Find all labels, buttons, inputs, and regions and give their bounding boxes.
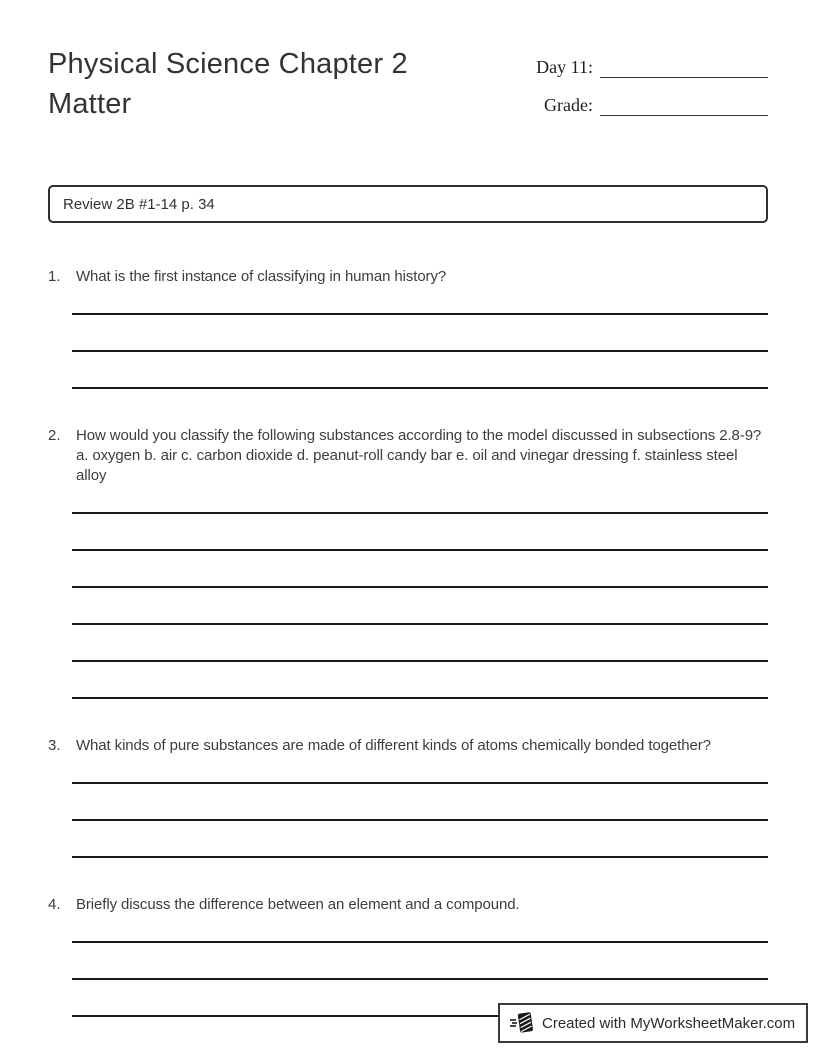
day-blank-line[interactable] <box>600 57 768 78</box>
question-1 <box>48 267 768 389</box>
header <box>48 44 768 132</box>
day-label: Day 11: <box>536 57 593 77</box>
grade-label: Grade: <box>544 95 593 115</box>
question-1-text: What is the first instance of classifying in human history? <box>76 268 447 285</box>
answer-line[interactable] <box>72 943 768 980</box>
question-3-body <box>76 736 768 858</box>
assignment-title-box <box>48 185 768 223</box>
question-2-answer-lines <box>72 486 768 699</box>
answer-line[interactable] <box>72 287 768 315</box>
answer-line[interactable] <box>72 915 768 943</box>
question-4-text: Briefly discuss the difference between an element and a compound. <box>76 896 520 913</box>
answer-line[interactable] <box>72 486 768 514</box>
attribution-badge[interactable] <box>498 1003 808 1043</box>
question-4-number: 4. <box>48 896 61 913</box>
question-2-number: 2. <box>48 427 61 444</box>
answer-line[interactable] <box>72 784 768 821</box>
question-1-answer-lines <box>72 287 768 389</box>
question-3-number: 3. <box>48 737 61 754</box>
question-4-answer-lines <box>72 915 768 1017</box>
question-2-text: How would you classify the following substances according to the model discussed in subsections 2.8-9? a. oxygen b. air c. carbon dioxide d. peanut-roll candy bar e. oil and vinegar dressing f. stainless steel alloy <box>76 427 762 484</box>
header-fields <box>536 56 768 132</box>
answer-line[interactable] <box>72 625 768 662</box>
question-3 <box>48 736 768 858</box>
page-title: Physical Science Chapter 2 Matter <box>48 48 408 120</box>
assignment-title: Review 2B #1-14 p. 34 <box>63 195 215 213</box>
question-3-text: What kinds of pure substances are made of different kinds of atoms chemically bonded together? <box>76 737 711 754</box>
answer-line[interactable] <box>72 315 768 352</box>
question-1-body <box>76 267 768 389</box>
question-2-body <box>76 426 768 699</box>
answer-line[interactable] <box>72 352 768 389</box>
day-field <box>536 56 768 78</box>
answer-line[interactable] <box>72 662 768 699</box>
answer-line[interactable] <box>72 551 768 588</box>
question-4 <box>48 895 768 1017</box>
answer-line[interactable] <box>72 821 768 858</box>
attribution-text: Created with MyWorksheetMaker.com <box>542 1014 796 1032</box>
answer-line[interactable] <box>72 514 768 551</box>
question-4-body <box>76 895 768 1017</box>
question-3-answer-lines <box>72 756 768 858</box>
grade-field <box>536 94 768 116</box>
question-2 <box>48 426 768 699</box>
flying-worksheet-icon <box>509 1010 535 1036</box>
question-1-number: 1. <box>48 268 61 285</box>
grade-blank-line[interactable] <box>600 95 768 116</box>
answer-line[interactable] <box>72 756 768 784</box>
answer-line[interactable] <box>72 588 768 625</box>
